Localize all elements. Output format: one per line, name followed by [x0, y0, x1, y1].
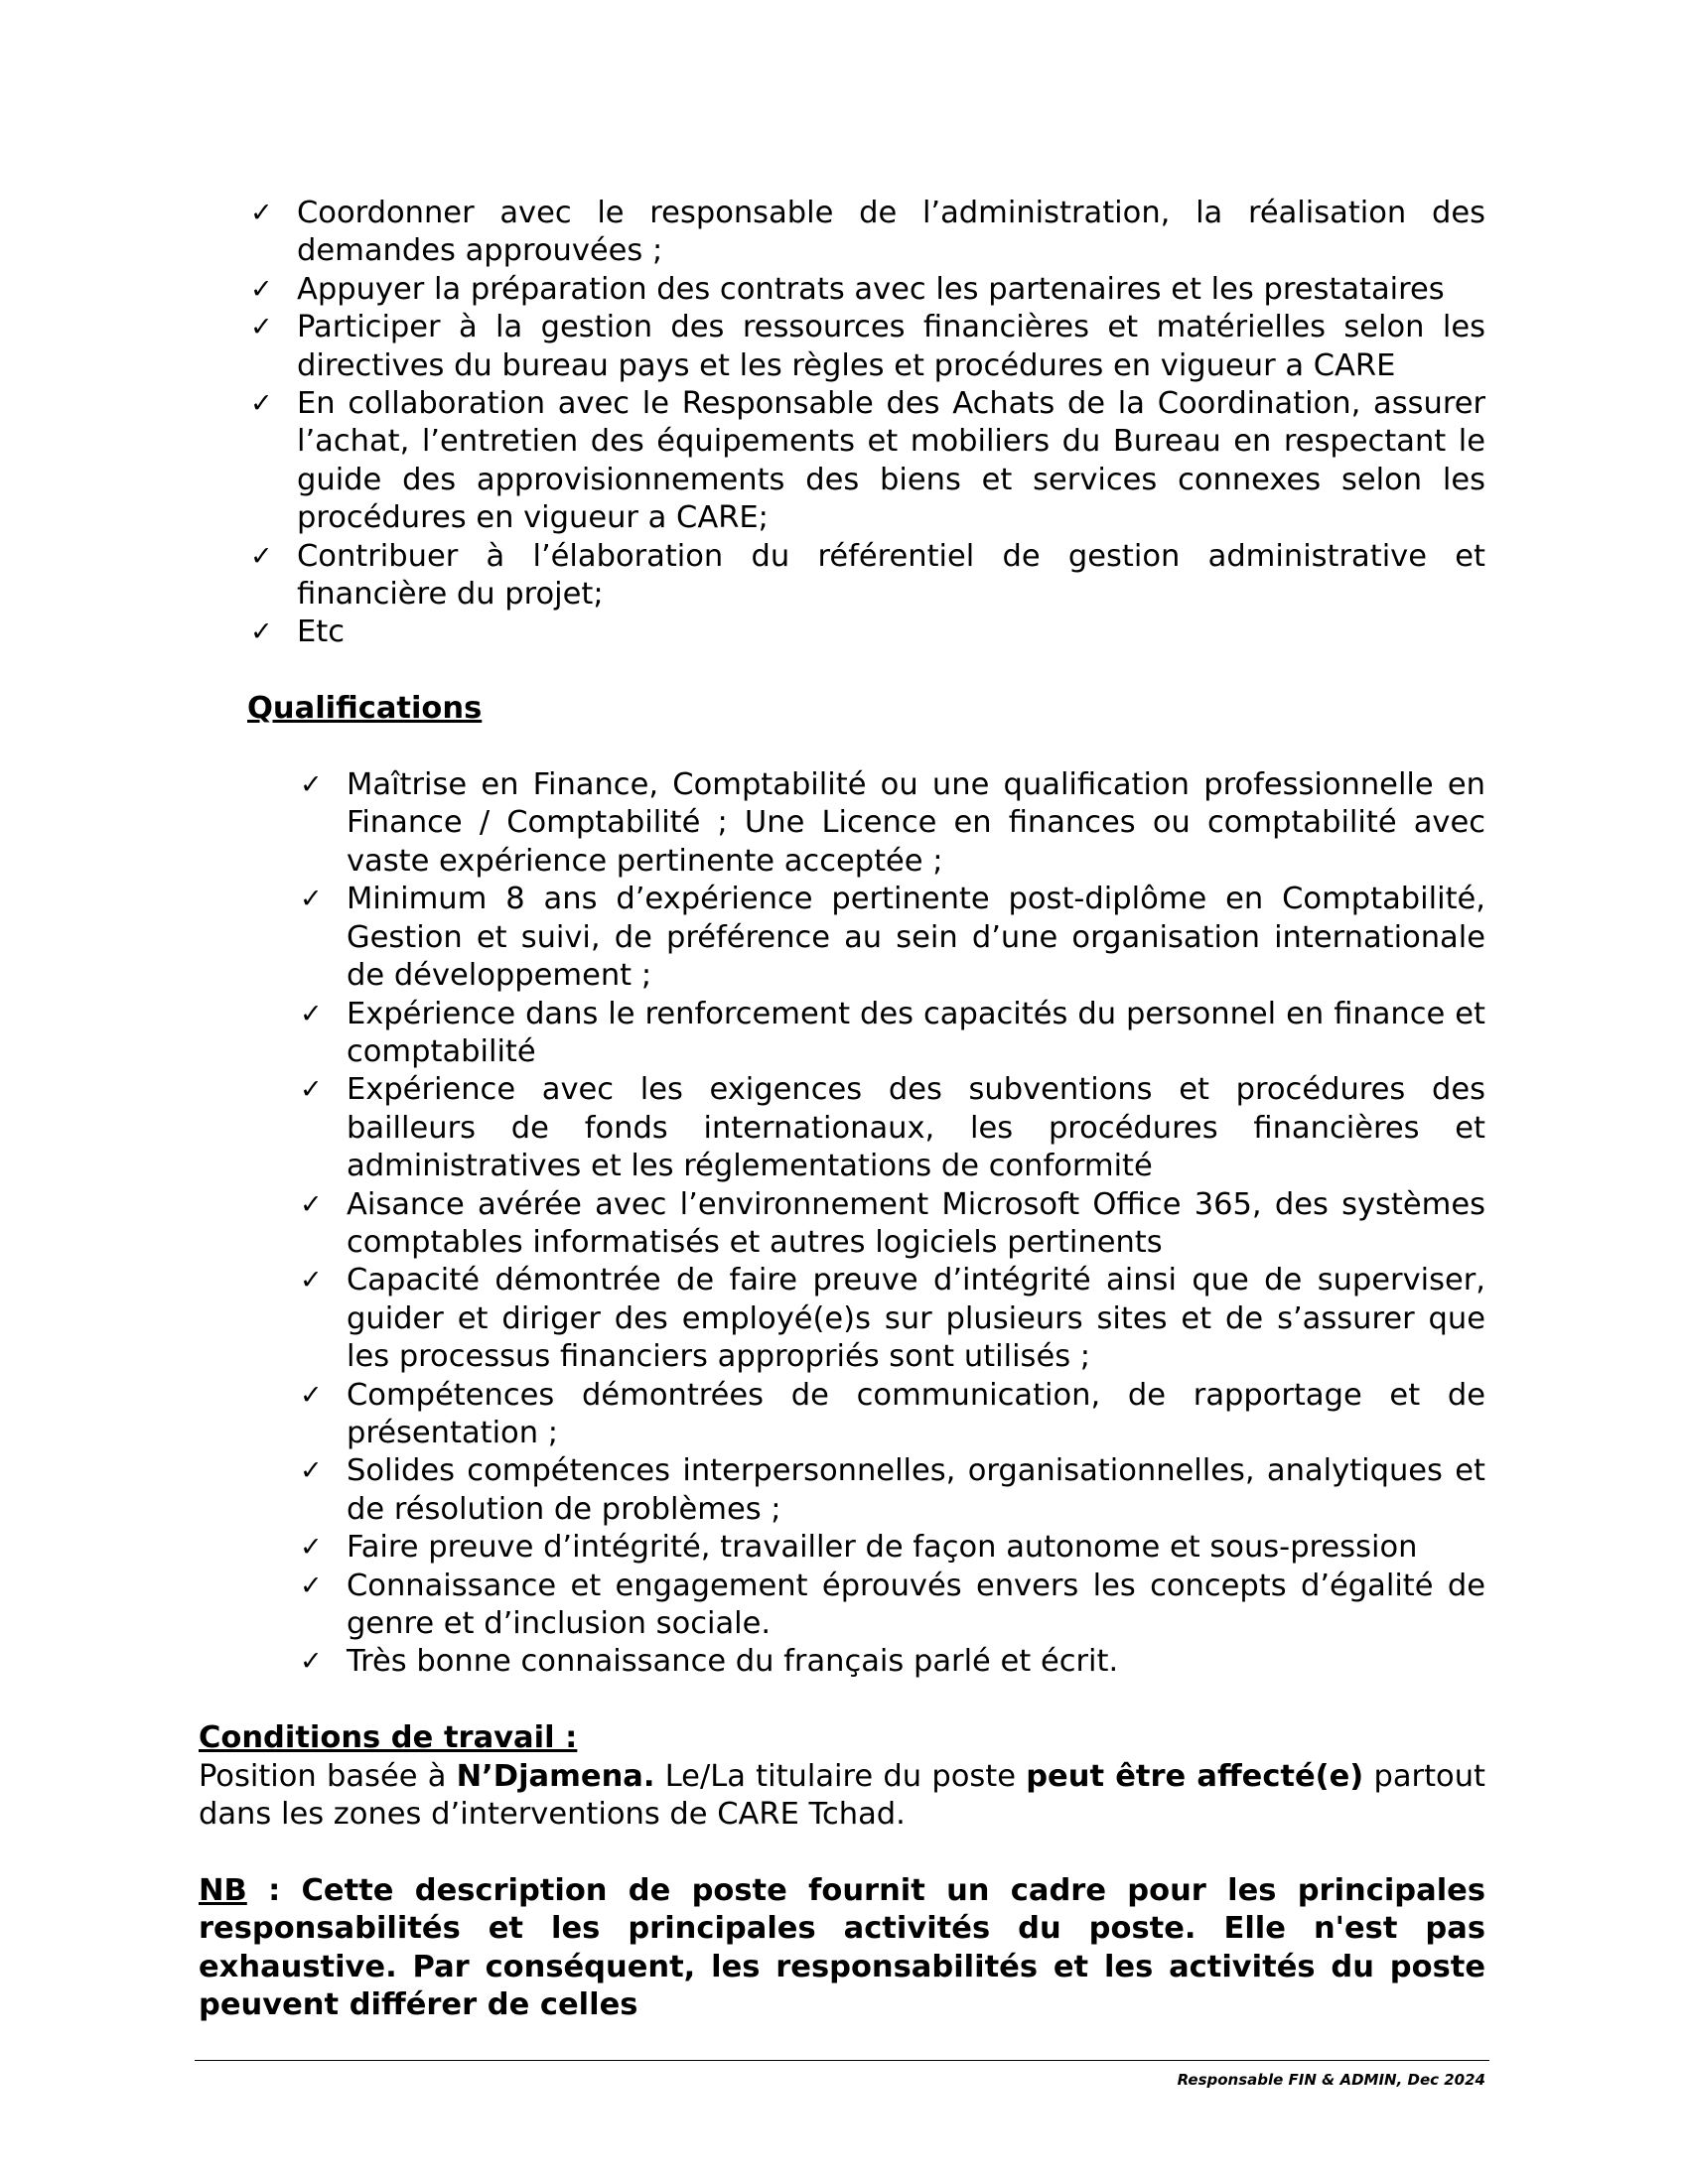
list-item — [199, 385, 1485, 538]
list-item-text: Aisance avérée avec l’environnement Microsoft Office 365, des systèmes comptables informatisés et autres logiciels pertinents — [347, 1186, 1485, 1260]
page-body — [199, 195, 1485, 2024]
conditions-paragraph — [199, 1758, 1485, 1835]
list-item — [199, 1377, 1485, 1453]
list-item — [199, 538, 1485, 614]
duties-list — [199, 195, 1485, 652]
list-item-text: Etc — [297, 614, 345, 650]
list-item — [199, 1568, 1485, 1644]
footer-divider — [195, 2060, 1489, 2061]
list-item-text: Connaissance et engagement éprouvés envers les concepts d’égalité de genre et d’inclusion sociale. — [347, 1568, 1485, 1641]
check-mark-icon: ✓ — [300, 1646, 323, 1678]
nb-label: NB — [199, 1872, 247, 1908]
check-mark-icon: ✓ — [300, 1188, 323, 1220]
check-mark-icon: ✓ — [300, 884, 323, 915]
list-item-text: Expérience avec les exigences des subventions et procédures des bailleurs de fonds internationaux, les procédures financières et administratives et les réglementations de conformité — [347, 1072, 1485, 1184]
check-mark-icon: ✓ — [250, 273, 273, 305]
list-item — [199, 996, 1485, 1072]
list-item — [199, 881, 1485, 995]
spacer — [199, 729, 1485, 766]
list-item-text: Solides compétences interpersonnelles, organisationnelles, analytiques et de résolution de problèmes ; — [347, 1453, 1485, 1527]
check-mark-icon: ✓ — [300, 769, 323, 801]
qualifications-heading: Qualifications — [247, 691, 483, 727]
list-item-text: Expérience dans le renforcement des capacités du personnel en finance et comptabilité — [347, 996, 1485, 1069]
conditions-location: N’Djamena. — [456, 1758, 655, 1794]
check-mark-icon: ✓ — [300, 1265, 323, 1297]
list-item-text: Coordonner avec le responsable de l’administration, la réalisation des demandes approuvées ; — [297, 196, 1485, 269]
list-item-text: Contribuer à l’élaboration du référentiel de gestion administrative et financière du projet; — [297, 538, 1485, 613]
spacer — [199, 1834, 1485, 1871]
conditions-text: Position basée à — [199, 1758, 457, 1794]
conditions-text: Le/La titulaire du poste — [654, 1758, 1027, 1794]
list-item — [199, 271, 1485, 309]
check-mark-icon: ✓ — [250, 388, 273, 420]
conditions-assignment: peut être affecté(e) — [1026, 1758, 1364, 1794]
conditions-heading: Conditions de travail : — [199, 1720, 578, 1756]
list-item — [199, 1452, 1485, 1529]
check-mark-icon: ✓ — [300, 1455, 323, 1487]
list-item — [199, 766, 1485, 881]
footer-text: Responsable FIN & ADMIN, Dec 2024 — [1177, 2071, 1485, 2089]
list-item — [199, 309, 1485, 385]
list-item — [199, 1071, 1485, 1185]
list-item-text: Compétences démontrées de communication, de rapportage et de présentation ; — [347, 1377, 1485, 1450]
list-item — [199, 614, 1485, 651]
nb-paragraph — [199, 1872, 1485, 2025]
check-mark-icon: ✓ — [250, 540, 273, 572]
list-item-text: Minimum 8 ans d’expérience pertinente post-diplôme en Comptabilité, Gestion et suivi, de préférence au sein d’une organisation internationale de développement ; — [347, 882, 1485, 994]
list-item — [199, 1529, 1485, 1567]
list-item-text: Maîtrise en Finance, Comptabilité ou une qualification professionnelle en Finance / Comptabilité ; Une Licence en finances ou comptabilité avec vaste expérience pertinente acceptée ; — [347, 767, 1485, 879]
list-item — [199, 1643, 1485, 1681]
list-item — [199, 1186, 1485, 1263]
list-item — [199, 195, 1485, 271]
check-mark-icon: ✓ — [250, 616, 273, 648]
nb-text: : Cette description de poste fournit un cadre pour les principales responsabilités et les principales activités du poste. Elle n'est pas exhaustive. Par conséquent, les responsabilités et les activités du poste peuvent différer de celles — [199, 1872, 1485, 2023]
list-item-text: Faire preuve d’intégrité, travailler de façon autonome et sous-pression — [347, 1530, 1418, 1566]
check-mark-icon: ✓ — [300, 1074, 323, 1106]
list-item-text: Participer à la gestion des ressources financières et matérielles selon les directives du bureau pays et les règles et procédures en vigueur a CARE — [297, 310, 1485, 383]
list-item — [199, 1262, 1485, 1376]
check-mark-icon: ✓ — [250, 198, 273, 228]
check-mark-icon: ✓ — [250, 312, 273, 343]
check-mark-icon: ✓ — [300, 1532, 323, 1564]
list-item-text: Appuyer la préparation des contrats avec les partenaires et les prestataires — [297, 271, 1445, 307]
check-mark-icon: ✓ — [300, 1570, 323, 1601]
list-item-text: Très bonne connaissance du français parlé et écrit. — [347, 1644, 1119, 1680]
qualifications-list — [199, 766, 1485, 1682]
check-mark-icon: ✓ — [300, 1379, 323, 1411]
check-mark-icon: ✓ — [300, 998, 323, 1029]
spacer — [199, 1682, 1485, 1719]
list-item-text: Capacité démontrée de faire preuve d’intégrité ainsi que de superviser, guider et diriger des employé(e)s sur plusieurs sites et de s’assurer que les processus financiers appropriés sont utilisés ; — [347, 1263, 1485, 1375]
list-item-text: En collaboration avec le Responsable des Achats de la Coordination, assurer l’achat, l’entretien des équipements et mobiliers du Bureau en respectant le guide des approvisionnements des biens et services connexes selon les procédures en vigueur a CARE; — [297, 386, 1485, 536]
conditions-text: partout dans les zones d’interventions de CARE Tchad. — [199, 1758, 1485, 1833]
